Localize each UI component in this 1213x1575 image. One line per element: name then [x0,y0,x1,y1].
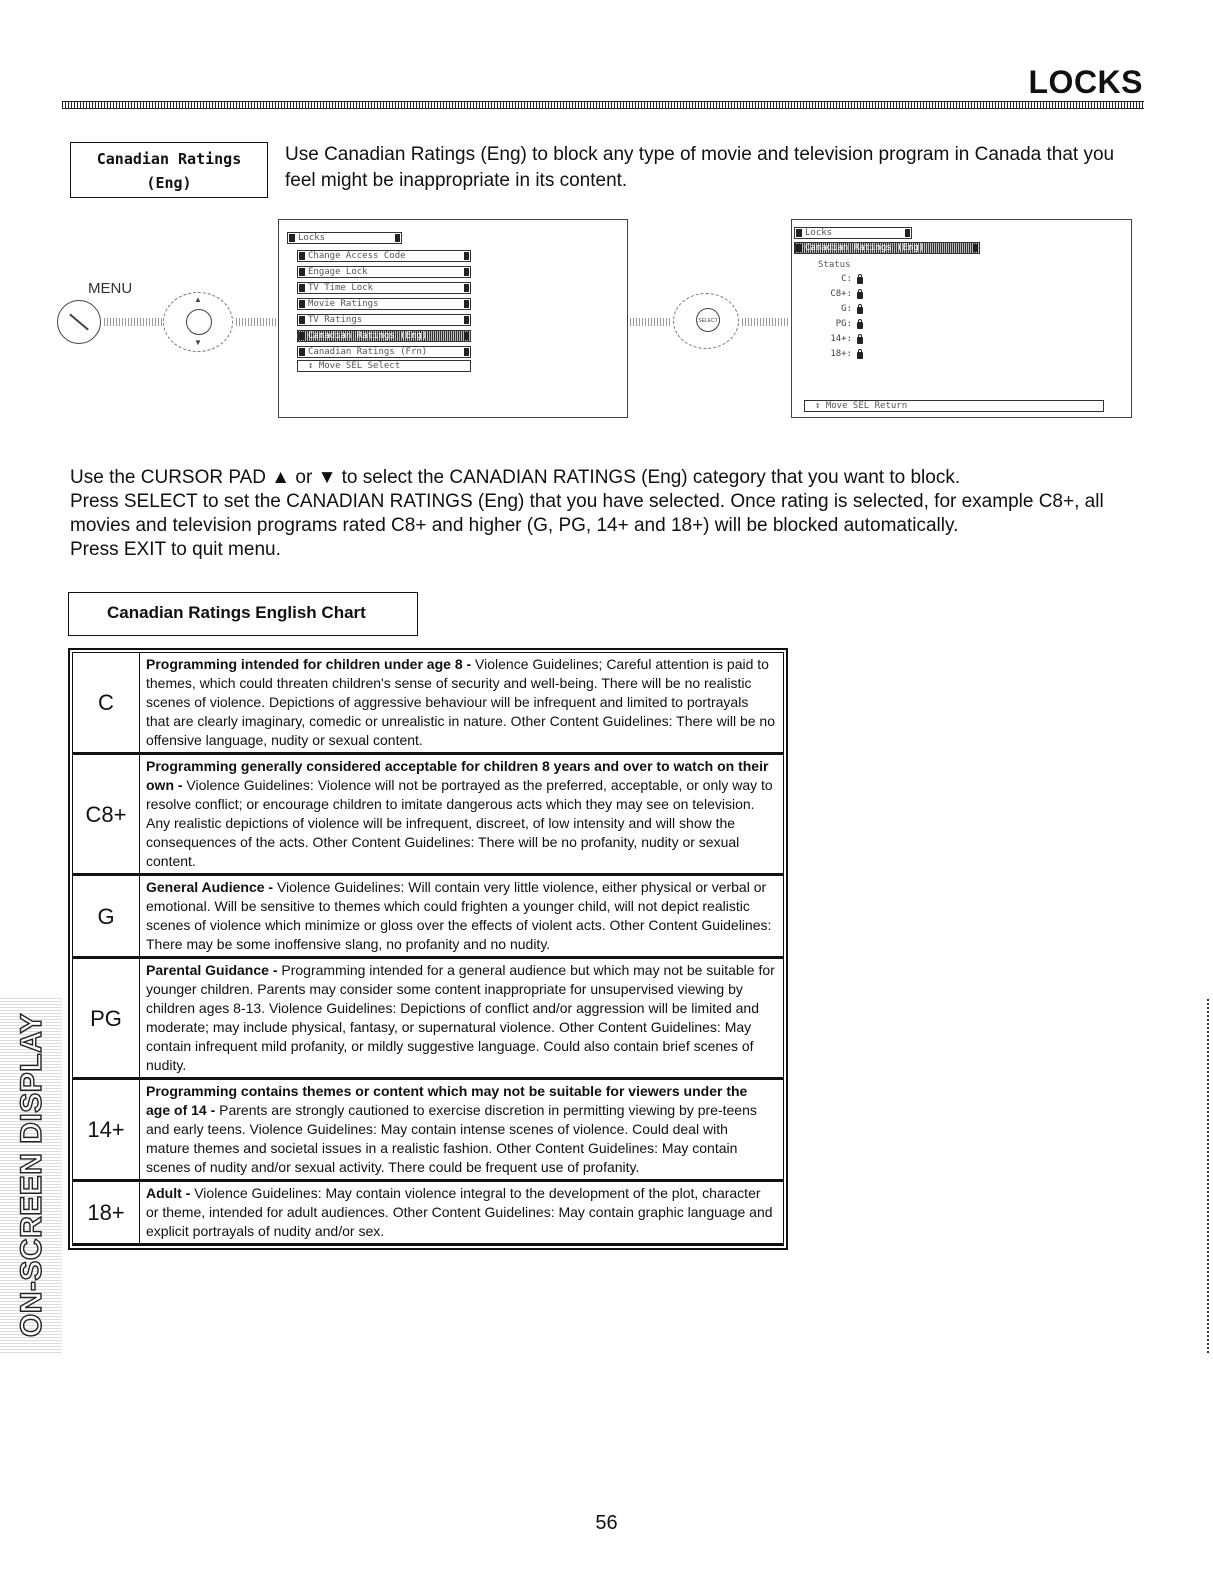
rating-title: Programming intended for children under age 8 - [146,656,472,672]
instruction-line: Use the CURSOR PAD ▲ or ▼ to select the CANADIAN RATINGS (Eng) category that you want to block. [70,467,961,488]
rating-code: C8+ [73,754,140,875]
rating-description [140,754,784,875]
ratings-chart-table [68,648,788,1250]
osd-menu-item: TV Ratings [297,314,471,326]
osd-menu-item: Movie Ratings [297,298,471,310]
rating-description [140,958,784,1079]
rating-row [73,958,784,1079]
arrow-icon [236,318,276,326]
osd-status-item: 14+: [830,334,852,344]
instructions [70,466,1150,562]
lock-icon [857,277,863,284]
rating-title: Adult - [146,1185,191,1201]
rating-row [73,1181,784,1245]
rating-text: Violence Guidelines: Will contain very little violence, either physical or verbal or emotional. Will be sensitive to themes which could frighten a younger child, will not depict realistic scenes of violence which minimize or gloss over the effects of violent acts. Other Content Guidelines: There may be some inoffensive slang, no profanity and no nudity. [146,879,772,952]
lock-icon [857,307,863,314]
osd-title: Locks [287,232,402,244]
rating-row [73,754,784,875]
osd-footer: ↕ Move SEL Return [804,400,1104,412]
lock-icon [857,337,863,344]
rating-code: C [73,653,140,754]
osd-status-label: Status [818,260,851,270]
menu-label: MENU [88,280,133,297]
arrow-icon [742,318,790,326]
menu-button-icon [57,300,101,344]
lock-icon [857,292,863,299]
osd-subtitle: Canadian Ratings (Eng) [794,242,980,254]
rating-row [73,875,784,958]
instruction-line: Press EXIT to quit menu. [70,539,281,560]
rating-title: Programming contains themes or content which may not be suitable for viewers under the age of 14 - [146,1083,748,1118]
arrow-icon [630,318,672,326]
rating-row [73,1079,784,1181]
chart-title: Canadian Ratings English Chart [68,592,418,636]
rating-code: G [73,875,140,958]
rating-text: Parents are strongly cautioned to exercise discretion in permitting viewing by pre-teens and early teens. Violence Guidelines: May contain intense scenes of violence. Could deal with mature themes and societal issues in a realistic fashion. Other Content Guidelines: May contain scenes of nudity and/or sexual activity. There could be frequent use of profanity. [146,1102,757,1175]
section-label-line2: (Eng) [146,174,192,192]
section-label-box [70,142,268,198]
intro-text: Use Canadian Ratings (Eng) to block any type of movie and television program in Canada that you feel might be inappropriate in its content. [285,144,1115,191]
rating-description [140,1079,784,1181]
instruction-line: Press SELECT to set the CANADIAN RATINGS (Eng) that you have selected. Once rating is selected, for example C8+, all movies and television programs rated C8+ and higher (G, PG, 14+ and 18+) will be blocked automatically. [70,491,1104,536]
osd-menu-item: Canadian Ratings (Frn) [297,346,471,358]
rating-code: PG [73,958,140,1079]
lock-icon [857,352,863,359]
page-number: 56 [595,1512,618,1534]
rating-row [73,653,784,754]
osd-status-item: C8+: [830,289,852,299]
rating-title: Parental Guidance - [146,962,278,978]
osd-status-item: C: [841,274,852,284]
rating-description [140,875,784,958]
rating-title: General Audience - [146,879,274,895]
rating-description [140,653,784,754]
rating-description [140,1181,784,1245]
osd-footer: ↕ Move SEL Select [297,360,471,372]
rating-text: Violence Guidelines: Violence will not be portrayed as the preferred, acceptable, or only way to resolve conflict; or encourage children to imitate dangerous acts which they may see on television. Any realistic depictions of violence will be infrequent, discreet, of low intensity and will show the consequences of the acts. Other Content Guidelines: There will be no profanity, nudity or sexual content. [146,777,773,869]
rating-text: Violence Guidelines: May contain violence integral to the development of the plot, character or theme, intended for adult audiences. Other Content Guidelines: May contain graphic language and explicit portrayals of nudity and/or sex. [146,1185,773,1239]
rating-code: 14+ [73,1079,140,1181]
arrow-icon [104,318,164,326]
rating-text: Violence Guidelines; Careful attention is paid to themes, which could threaten children's sense of security and well-being. There will be no realistic scenes of violence. Depictions of aggressive behaviour will be infrequent and limited to portrayals that are clearly imaginary, comedic or unrealistic in nature. Other Content Guidelines: There will be no offensive language, nudity or sexual content. [146,656,776,748]
osd-menu-item: TV Time Lock [297,282,471,294]
header-rule [62,101,1144,109]
osd-status-item: 18+: [830,349,852,359]
side-tab-label: ON-SCREEN DISPLAY [15,1012,48,1338]
page-edge-marker [1207,997,1209,1353]
section-label-line1: Canadian Ratings [96,150,242,168]
osd-menu-item: Change Access Code [297,250,471,262]
osd-screen-canadian-ratings [791,219,1132,418]
osd-menu-item: Engage Lock [297,266,471,278]
select-button-icon: SELECT [673,293,739,349]
osd-screen-locks-menu [278,219,628,418]
lock-icon [857,322,863,329]
rating-code: 18+ [73,1181,140,1245]
osd-status-item: PG: [835,319,852,329]
page-title: LOCKS [1028,64,1143,100]
cursor-pad-icon: ▲ ▼ [163,292,233,352]
osd-title: Locks [794,227,912,239]
rating-title: Programming generally considered acceptable for children 8 years and over to watch on their own - [146,758,769,793]
rating-text: Programming intended for a general audience but which may not be suitable for younger children. Parents may consider some content inappropriate for unsupervised viewing by children ages 8-13. Violence Guidelines: Depictions of conflict and/or aggression will be limited and moderate; may include physical, fantasy, or supernatural violence. Other Content Guidelines: May contain infrequent mild profanity, or mildly suggestive language. Could also contain brief scenes of nudity. [146,962,775,1073]
osd-status-item: G: [841,304,852,314]
osd-menu-item: Canadian Ratings (Eng) [297,330,471,342]
side-tab [0,997,62,1353]
